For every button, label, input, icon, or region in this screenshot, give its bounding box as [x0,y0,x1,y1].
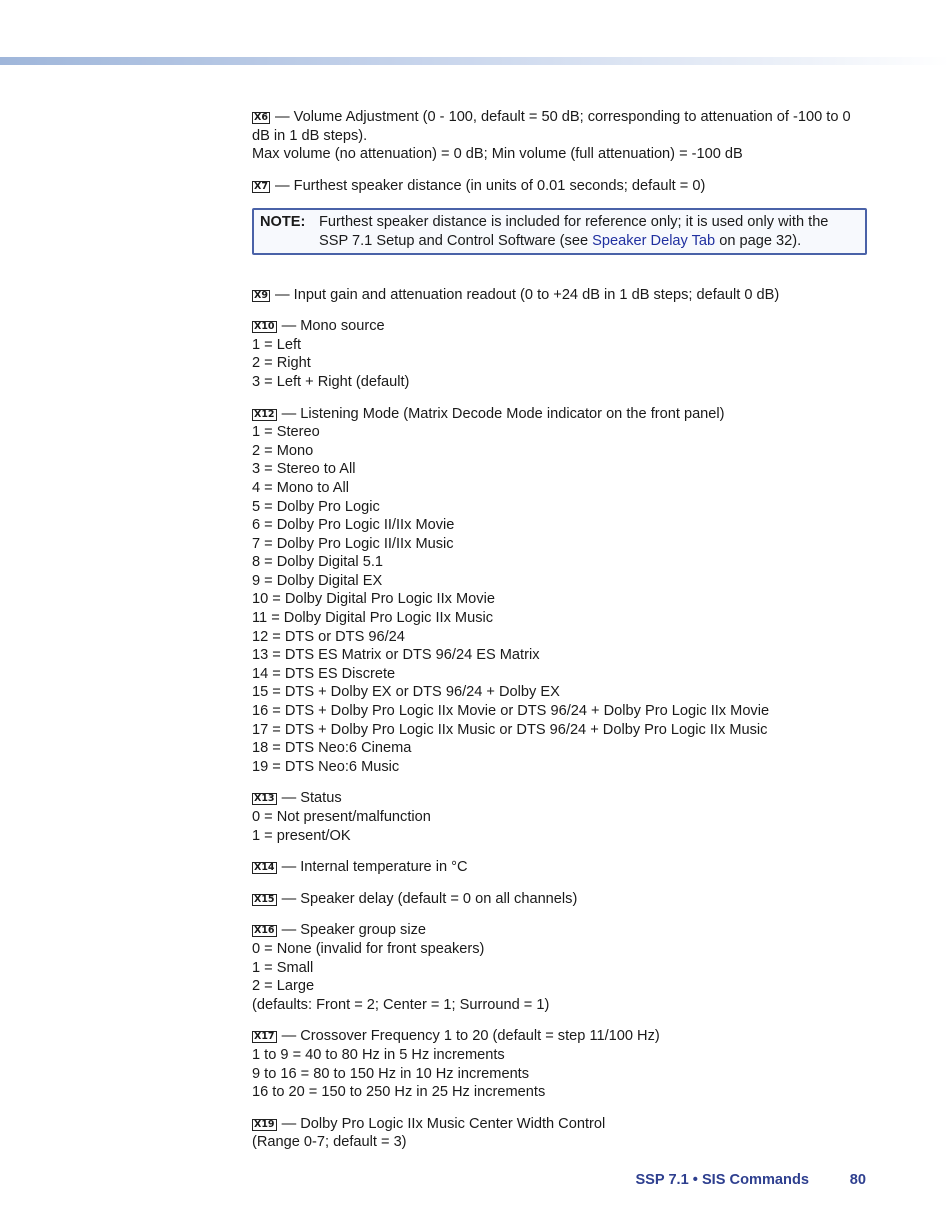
page-footer [0,1172,950,1192]
list-item: 16 to 20 = 150 to 250 Hz in 25 Hz increments [252,1084,546,1101]
variable-block-x19 [252,1115,867,1152]
list-item: 1 = Stereo [252,424,320,441]
variable-tag: X10 [254,321,275,333]
note-box [252,208,867,254]
list-item: 1 = Small [252,959,314,976]
variable-description: — Internal temperature in °C [281,859,468,876]
variable-description: — Furthest speaker distance (in units of 0.01 seconds; default = 0) [275,177,706,194]
speaker-delay-tab-link[interactable]: Speaker Delay Tab [592,232,716,249]
list-item: 14 = DTS ES Discrete [252,665,396,682]
list-item: 10 = Dolby Digital Pro Logic IIx Movie [252,591,495,608]
list-item: 11 = Dolby Digital Pro Logic IIx Music [252,610,494,627]
list-item: 6 = Dolby Pro Logic II/IIx Movie [252,517,455,534]
variable-tag: X9 [254,289,268,301]
list-item: 18 = DTS Neo:6 Cinema [252,740,412,757]
text-line: 2 = Right [252,355,311,372]
variable-block-x10 [252,317,867,391]
variable-description: — Mono source [281,318,385,335]
variable-block-x7 [252,177,867,196]
list-item: 9 = Dolby Digital EX [252,572,383,589]
page-number: 80 [849,1172,866,1188]
variable-block-x16 [252,921,867,1014]
variable-tag: X7 [254,180,268,192]
variable-tag: X13 [254,793,275,805]
variable-description: — Listening Mode (Matrix Decode Mode indicator on the front panel) [281,405,725,422]
list-item: 1 to 9 = 40 to 80 Hz in 5 Hz increments [252,1046,505,1063]
note-text [319,213,859,250]
note-text-after: on page 32). [715,232,802,249]
list-item: 7 = Dolby Pro Logic II/IIx Music [252,535,454,552]
list-item: 4 = Mono to All [252,479,349,496]
variable-tag: X14 [254,862,275,874]
text-line: 3 = Left + Right (default) [252,373,410,390]
note-label: NOTE: [260,214,306,231]
variable-tag: X16 [254,925,275,937]
footer-title: SSP 7.1 • SIS Commands [635,1172,809,1188]
text-line: Max volume (no attenuation) = 0 dB; Min volume (full attenuation) = -100 dB [252,146,743,163]
variable-tag: X12 [254,408,275,420]
list-item: 0 = None (invalid for front speakers) [252,940,485,957]
variable-tag: X15 [254,893,275,905]
list-item: 13 = DTS ES Matrix or DTS 96/24 ES Matrix [252,647,540,664]
variable-block-x17 [252,1027,867,1101]
list-item: 2 = Large [252,978,315,995]
text-line: 1 = Left [252,336,302,353]
variable-block-x12 [252,405,867,777]
list-item: 16 = DTS + Dolby Pro Logic IIx Movie or DTS 96/24 + Dolby Pro Logic IIx Movie [252,703,770,720]
variable-description: — Speaker delay (default = 0 on all channels) [281,890,578,907]
list-item: 2 = Mono [252,442,314,459]
variable-description: — Status [281,790,342,807]
list-item: 19 = DTS Neo:6 Music [252,758,400,775]
variable-tag: X6 [254,112,268,123]
list-item: 8 = Dolby Digital 5.1 [252,554,384,571]
variable-tag: X17 [254,1031,275,1043]
list-item: 15 = DTS + Dolby EX or DTS 96/24 + Dolby EX [252,684,560,701]
list-item: 3 = Stereo to All [252,461,356,478]
variable-description: — Volume Adjustment (0 - 100, default = 50 dB; corresponding to attenuation of -100 to 0 dB in 1 dB steps). [252,109,851,144]
text-line: (Range 0-7; default = 3) [252,1134,407,1151]
variable-description: — Input gain and attenuation readout (0 to +24 dB in 1 dB steps; default 0 dB) [275,286,780,303]
header-gradient-bar [0,57,950,65]
variable-description: — Crossover Frequency 1 to 20 (default = step 11/100 Hz) [281,1028,660,1045]
list-item: 5 = Dolby Pro Logic [252,498,380,515]
list-item: 1 = present/OK [252,827,351,844]
note-text-before: Furthest speaker distance is included for reference only; it is used only with the SSP 7.1 Setup and Control Software (see [319,214,829,249]
variable-block-x14 [252,858,867,877]
variable-description: — Dolby Pro Logic IIx Music Center Width Control [281,1115,606,1132]
document-body [252,108,867,1165]
variable-block-x9 [252,286,867,305]
list-item: 9 to 16 = 80 to 150 Hz in 10 Hz increments [252,1065,530,1082]
variable-description: — Speaker group size [281,922,427,939]
variable-tag: X19 [254,1118,275,1130]
list-item: (defaults: Front = 2; Center = 1; Surround = 1) [252,996,550,1013]
variable-block-x6 [252,108,867,164]
list-item: 17 = DTS + Dolby Pro Logic IIx Music or DTS 96/24 + Dolby Pro Logic IIx Music [252,721,768,738]
variable-block-x13 [252,789,867,845]
list-item: 12 = DTS or DTS 96/24 [252,628,405,645]
variable-block-x15 [252,890,867,909]
list-item: 0 = Not present/malfunction [252,809,431,825]
